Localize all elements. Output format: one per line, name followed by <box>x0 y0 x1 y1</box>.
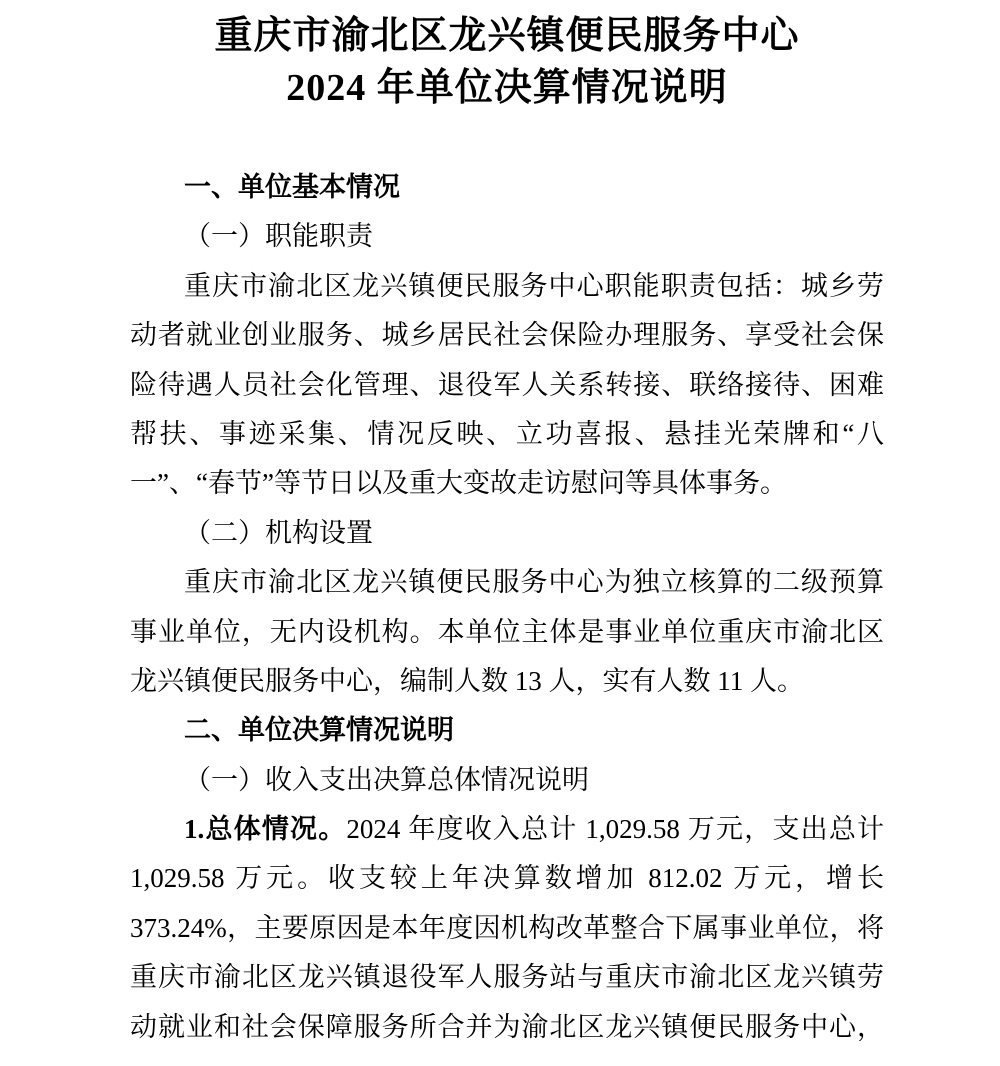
paragraph-line: 动就业和社会保障服务所合并为渝北区龙兴镇便民服务中心， <box>130 1011 884 1042</box>
paragraph-line: 重庆市渝北区龙兴镇退役军人服务站与重庆市渝北区龙兴镇劳 <box>130 962 884 993</box>
paragraph-line: 险待遇人员社会化管理、退役军人关系转接、联络接待、困难 <box>130 369 884 400</box>
document-body <box>130 163 884 1052</box>
paragraph-line: 事业单位，无内设机构。本单位主体是事业单位重庆市渝北区 <box>130 616 884 647</box>
paragraph-line: 重庆市渝北区龙兴镇便民服务中心职能职责包括：城乡劳 <box>184 270 884 301</box>
paragraph-line: 重庆市渝北区龙兴镇便民服务中心为独立核算的二级预算 <box>184 567 884 598</box>
document-title-line2: 2024 年单位决算情况说明 <box>286 67 728 109</box>
subsection-heading-1-2: （二）机构设置 <box>184 517 373 548</box>
document-title-line1: 重庆市渝北区龙兴镇便民服务中心 <box>214 15 800 57</box>
subsection-heading-2-1: （一）收入支出决算总体情况说明 <box>184 764 589 795</box>
paragraph-line: 1,029.58 万元。收支较上年决算数增加 812.02 万元，增长 <box>130 863 884 894</box>
document-title <box>130 10 884 114</box>
subsection-heading-1-1: （一）职能职责 <box>184 221 373 252</box>
paragraph-line: 帮扶、事迹采集、情况反映、立功喜报、悬挂光荣牌和“八 <box>130 418 884 449</box>
paragraph-lead-bold: 1.总体情况。 <box>184 814 347 845</box>
section-heading-1: 一、单位基本情况 <box>184 172 400 202</box>
paragraph-line: 373.24%，主要原因是本年度因机构改革整合下属事业单位，将 <box>130 912 884 943</box>
paragraph-line-rest: 2024 年度收入总计 1,029.58 万元，支出总计 <box>346 814 884 845</box>
paragraph-line: 龙兴镇便民服务中心，编制人数 13 人，实有人数 11 人。 <box>130 665 804 696</box>
section-heading-2: 二、单位决算情况说明 <box>184 715 454 746</box>
paragraph-line <box>130 805 884 854</box>
paragraph-line: 一”、“春节”等节日以及重大变故走访慰问等具体事务。 <box>130 468 787 499</box>
paragraph-line: 动者就业创业服务、城乡居民社会保险办理服务、享受社会保 <box>130 320 884 351</box>
